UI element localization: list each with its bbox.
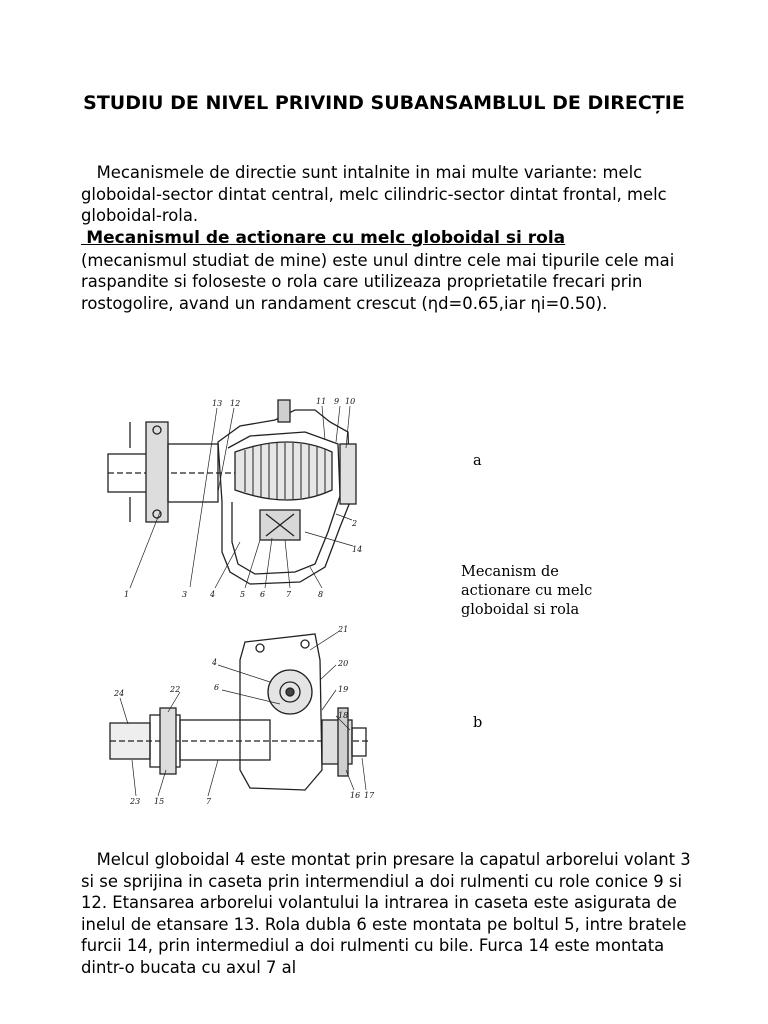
part-number: 15	[154, 797, 165, 806]
part-number: 17	[364, 791, 375, 800]
part-number: 24	[114, 689, 125, 698]
part-number: 9	[334, 397, 340, 406]
steering-box-section-drawing	[100, 392, 370, 607]
part-number: 8	[318, 590, 324, 599]
intro-indent	[81, 163, 97, 182]
body-text: Melcul globoidal 4 este montat prin presare la capatul arborelui volant 3 si se sprijina in caseta prin intermendiul a doi rulmenti cu role conice 9 si 12. Etansarea arborelui volantului la intrarea in caseta este asigurata de inelul de etansare 13. Rola dubla 6 este montata pe boltul 5, intre bratele furcii 14, prin intermediul a doi rulmenti cu bile. Furca 14 este montata dintr-o bucata cu axul 7 al	[81, 850, 691, 977]
part-number: 7	[286, 590, 292, 599]
intro-text: Mecanismele de directie sunt intalnite in mai multe variante: melc globoidal-sector dintat central, melc cilindric-sector dintat frontal, melc globoidal-rola.	[81, 163, 667, 225]
part-number: 16	[350, 791, 361, 800]
part-number: 1	[124, 590, 130, 599]
part-number: 7	[206, 797, 212, 806]
section-paragraph	[81, 227, 701, 314]
part-number: 4	[212, 658, 218, 667]
part-number: 20	[338, 659, 349, 668]
part-number: 3	[182, 590, 188, 599]
part-number: 13	[212, 399, 223, 408]
section-heading: Mecanismul de actionare cu melc globoidal si rola	[86, 228, 566, 248]
part-number: 5	[240, 590, 246, 599]
section-text: (mecanismul studiat de mine) este unul dintre cele mai tipurile cele mai raspandite si foloseste o rola care utilizeaza proprietatile frecari prin rostogolire, avand un randament crescut (ηd=0.65,iar ηi=0.50).	[81, 250, 675, 313]
part-number: 10	[345, 397, 356, 406]
part-number: 11	[316, 397, 327, 406]
part-number: 2	[352, 519, 358, 528]
figure-b-drawing	[100, 620, 390, 810]
steering-box-side-drawing	[100, 620, 390, 810]
body-indent	[81, 850, 97, 869]
part-number: 19	[338, 685, 349, 694]
part-number: 18	[338, 711, 349, 720]
figure-a-label: a	[473, 453, 482, 469]
part-number: 14	[352, 545, 363, 554]
part-number: 23	[130, 797, 141, 806]
part-number: 6	[214, 683, 220, 692]
figure-caption: Mecanism de actionare cu melc globoidal si rola	[461, 564, 593, 618]
figure-a-drawing	[100, 392, 370, 607]
part-number: 22	[170, 685, 181, 694]
figure-b-label: b	[473, 715, 483, 731]
intro-paragraph	[81, 162, 701, 227]
part-number: 6	[260, 590, 266, 599]
part-number: 21	[338, 625, 349, 634]
page-title: STUDIU DE NIVEL PRIVIND SUBANSAMBLUL DE DIRECȚIE	[83, 92, 685, 114]
body-paragraph	[81, 849, 701, 978]
part-number: 4	[210, 590, 216, 599]
part-number: 12	[230, 399, 241, 408]
